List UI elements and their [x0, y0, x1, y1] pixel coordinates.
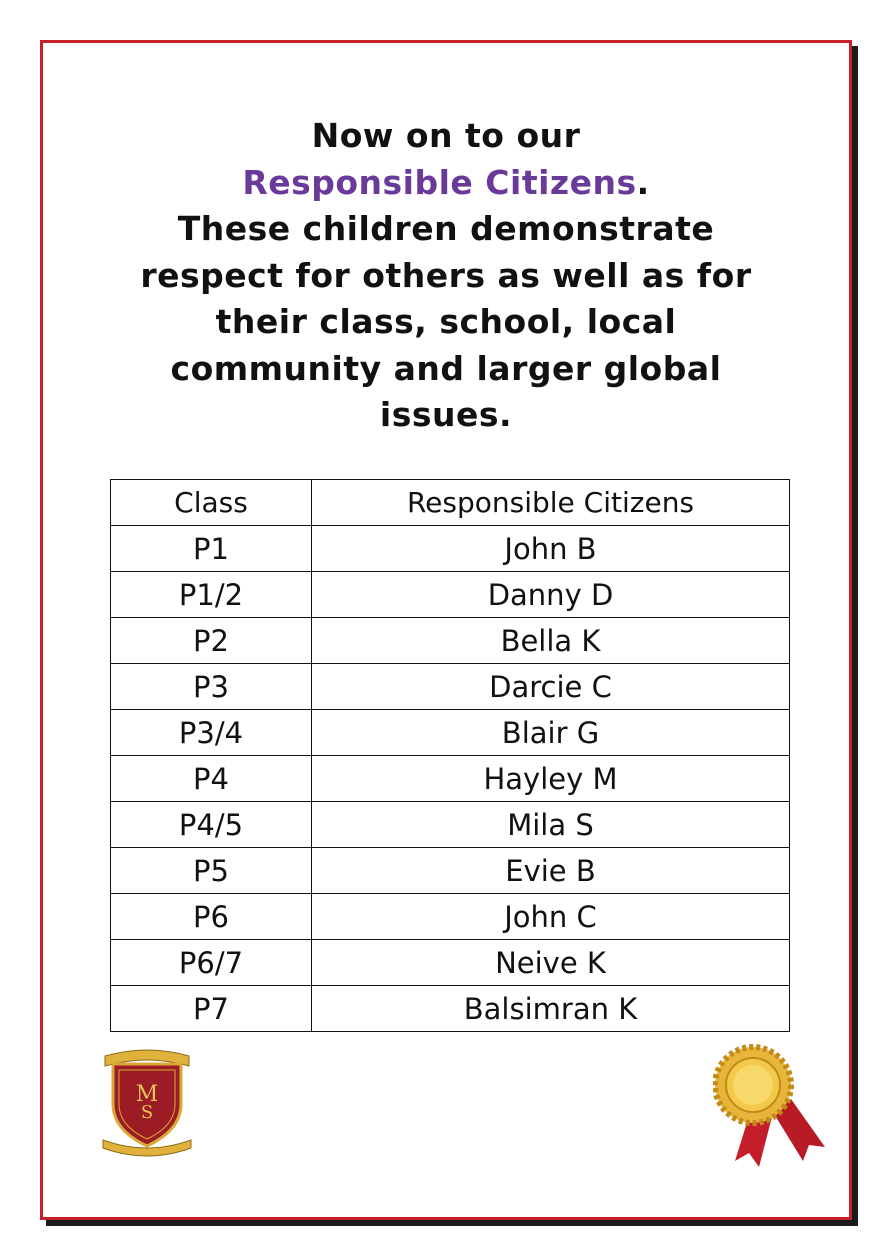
school-crest-icon: [97, 1046, 197, 1158]
table-row: [111, 986, 790, 1032]
column-header-citizens: Responsible Citizens: [312, 480, 790, 526]
heading-line-1: Now on to our: [311, 116, 581, 155]
page-heading: [43, 113, 849, 439]
class-cell: P5: [111, 848, 312, 894]
citizen-cell: John C: [312, 894, 790, 940]
table-row: [111, 710, 790, 756]
svg-text:S: S: [140, 1102, 154, 1123]
heading-highlight: Responsible Citizens: [242, 162, 637, 202]
table-row: [111, 664, 790, 710]
citizen-cell: Evie B: [312, 848, 790, 894]
class-cell: P4/5: [111, 802, 312, 848]
table-row: [111, 572, 790, 618]
citizens-table: [110, 479, 790, 1032]
table-row: [111, 940, 790, 986]
column-header-class: Class: [111, 480, 312, 526]
heading-line-3: These children demonstrate: [177, 209, 715, 248]
class-cell: P3: [111, 664, 312, 710]
heading-line-7: issues.: [379, 395, 513, 434]
heading-line-4: respect for others as well as for: [140, 255, 752, 295]
heading-period: .: [636, 162, 650, 202]
class-cell: P6/7: [111, 940, 312, 986]
class-cell: P1/2: [111, 572, 312, 618]
citizen-cell: Mila S: [312, 802, 790, 848]
citizen-cell: Neive K: [312, 940, 790, 986]
table-row: [111, 802, 790, 848]
class-cell: P4: [111, 756, 312, 802]
citizen-cell: Bella K: [312, 618, 790, 664]
award-rosette-icon: [713, 1043, 828, 1173]
class-cell: P2: [111, 618, 312, 664]
table-row: [111, 848, 790, 894]
page-frame: [40, 40, 852, 1220]
table-row: [111, 756, 790, 802]
heading-line-6: community and larger global: [170, 348, 722, 388]
citizen-cell: John B: [312, 526, 790, 572]
class-cell: P1: [111, 526, 312, 572]
table-row: [111, 894, 790, 940]
svg-text:M: M: [135, 1082, 159, 1107]
class-cell: P6: [111, 894, 312, 940]
table-row: [111, 618, 790, 664]
table-header-row: [111, 480, 790, 526]
class-cell: P7: [111, 986, 312, 1032]
citizen-cell: Hayley M: [312, 756, 790, 802]
citizen-cell: Balsimran K: [312, 986, 790, 1032]
citizen-cell: Danny D: [312, 572, 790, 618]
citizen-cell: Blair G: [312, 710, 790, 756]
table-row: [111, 526, 790, 572]
class-cell: P3/4: [111, 710, 312, 756]
citizen-cell: Darcie C: [312, 664, 790, 710]
heading-line-5: their class, school, local: [215, 302, 677, 341]
heading-line-2: [43, 160, 849, 207]
